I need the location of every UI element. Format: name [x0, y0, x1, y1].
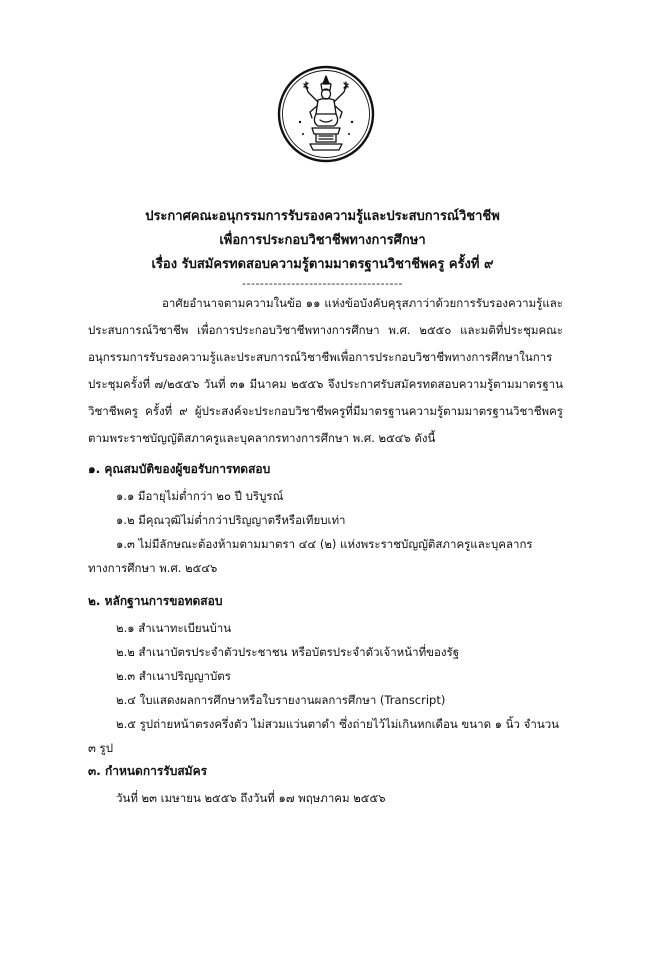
list-item: ๑.๑ มีอายุไม่ต่ำกว่า ๒๐ ปี บริบูรณ์: [116, 489, 284, 503]
list-item: ๑.๓ ไม่มีลักษณะต้องห้ามตามมาตรา ๔๔ (๒) แห่งพระราชบัญญัติสภาครูและบุคลากรทางการศึกษา พ.ศ. ๒๕๔๖: [88, 537, 533, 575]
list-item: ๒.๓ สำเนาปริญญาบัตร: [116, 669, 231, 683]
list-item: ๒.๔ ใบแสดงผลการศึกษาหรือใบรายงานผลการศึกษา (Transcript): [116, 693, 446, 707]
intro-paragraph: อาศัยอำนาจตามความในข้อ ๑๑ แห่งข้อบังคับคุรุสภาว่าด้วยการรับรองความรู้และประสบการณ์วิชาชีพ เพื่อการประกอบวิชาชีพทางการศึกษา พ.ศ. ๒๕๕๐ และมติที่ประชุมคณะอนุกรรมการรับรองความรู้และประสบการณ์วิชาชีพเพื่อการประกอบวิชาชีพทางการศึกษาในการประชุมครั้งที่ ๗/๒๕๕๖ วันที่ ๓๑ มีนาคม ๒๕๕๖ จึงประกาศรับสมัครทดสอบความรู้ตามมาตรฐานวิชาชีพครู ครั้งที่ ๙ ผู้ประสงค์จะประกอบวิชาชีพครูที่มีมาตรฐานความรู้ตามมาตรฐานวิชาชีพครูตามพระราชบัญญัติสภาครูและบุคลากรทางการศึกษา พ.ศ. ๒๕๔๖ ดังนี้: [88, 296, 563, 445]
section-heading: ๑. คุณสมบัติของผู้ขอรับการทดสอบ: [88, 462, 271, 476]
section-heading: ๓. กำหนดการรับสมัคร: [88, 764, 208, 778]
announcement-title-line-2: เพื่อการประกอบวิชาชีพทางการศึกษา: [219, 233, 426, 248]
announcement-subject: เรื่อง รับสมัครทดสอบความรู้ตามมาตรฐานวิชาชีพครู ครั้งที่ ๙: [151, 257, 494, 272]
announcement-title-line-1: ประกาศคณะอนุกรรมการรับรองความรู้และประสบการณ์วิชาชีพ: [145, 209, 500, 224]
list-item: ๑.๒ มีคุณวุฒิไม่ต่ำกว่าปริญญาตรีหรือเทียบเท่า: [116, 513, 346, 527]
royal-emblem-seal-icon: [276, 64, 376, 164]
list-item: ๒.๑ สำเนาทะเบียนบ้าน: [116, 621, 232, 635]
section-heading: ๒. หลักฐานการขอทดสอบ: [88, 594, 223, 608]
section-application-schedule: [88, 760, 568, 810]
section-qualifications: [88, 458, 568, 580]
list-item: ๒.๕ รูปถ่ายหน้าตรงครึ่งตัว ไม่สวมแว่นตาดำ ซึ่งถ่ายไว้ไม่เกินหกเดือน ขนาด ๑ นิ้ว จำนวน ๓ รูป: [88, 717, 560, 755]
list-item: ๒.๒ สำเนาบัตรประจำตัวประชาชน หรือบัตรประจำตัวเจ้าหน้าที่ของรัฐ: [116, 645, 460, 659]
intro-paragraph-block: [88, 290, 563, 452]
section-required-documents: [88, 590, 568, 760]
application-dates: วันที่ ๒๓ เมษายน ๒๕๕๖ ถึงวันที่ ๑๗ พฤษภาคม ๒๕๕๖: [116, 791, 386, 805]
title-separator: ------------------------------------: [242, 277, 403, 290]
announcement-title-block: [60, 205, 585, 291]
